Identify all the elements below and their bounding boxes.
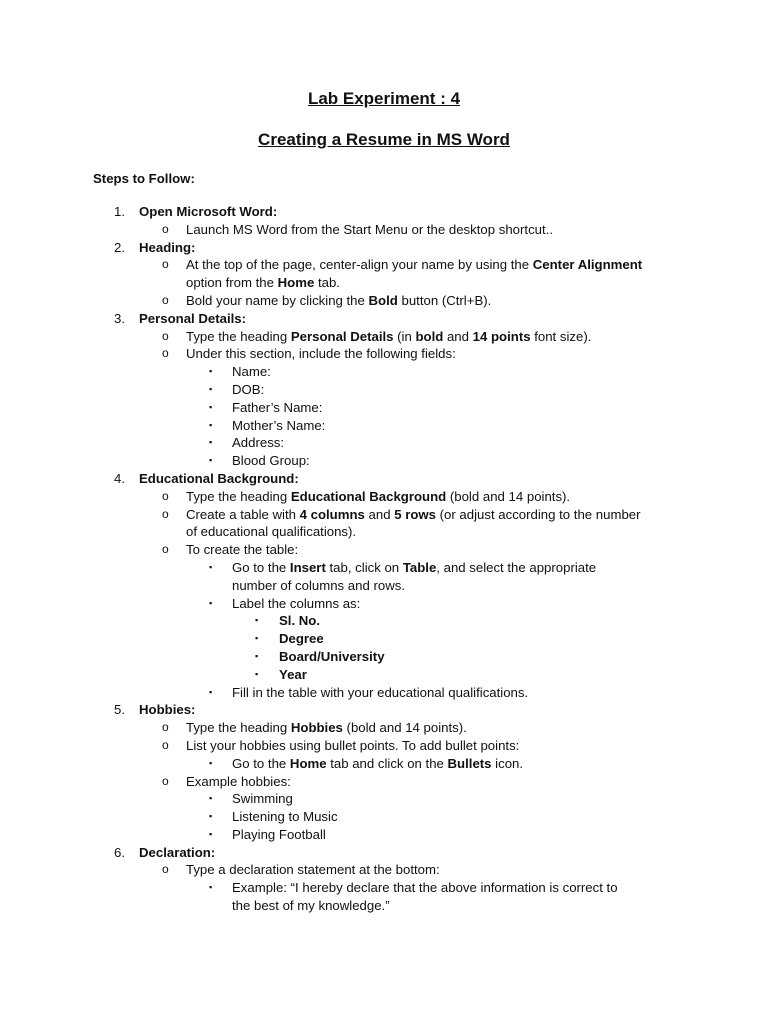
field-item [0,452,768,470]
square-bullet-icon: ▪ [255,668,259,679]
list-item [0,256,768,292]
circle-bullet-icon: o [162,488,169,503]
hobby-item [0,808,768,826]
page-title: Lab Experiment : 4 [307,89,461,108]
square-bullet-icon: ▪ [209,828,213,839]
column-label: Year [279,666,307,682]
list-item-text: Under this section, include the following fields: [186,346,456,362]
column-item [0,666,768,684]
list-item [0,737,768,755]
square-bullet-icon: ▪ [209,455,213,466]
list-item-text: Type the heading Personal Details (in bold and 14 points font size). [186,328,592,344]
list-item-text: Type a declaration statement at the bottom: [186,862,440,878]
sub-item [0,595,768,613]
field-item [0,434,768,452]
list-item-text: To create the table: [186,542,299,558]
hobby-text: Listening to Music [232,809,338,825]
field-text: Blood Group: [232,453,310,469]
circle-bullet-icon: o [162,720,169,735]
circle-bullet-icon: o [162,773,169,788]
hobby-item [0,790,768,808]
column-label: Sl. No. [279,613,321,629]
step-label: Declaration: [139,844,216,860]
sub-item [0,755,768,773]
hobby-item [0,826,768,844]
column-item [0,630,768,648]
circle-bullet-icon: o [162,542,169,557]
step-number: 6. [114,844,125,860]
step-label: Hobbies: [139,702,196,718]
list-item-text: Example hobbies: [186,773,291,789]
square-bullet-icon: ▪ [209,383,213,394]
list-item [0,541,768,559]
square-bullet-icon: ▪ [255,650,259,661]
circle-bullet-icon: o [162,862,169,877]
square-bullet-icon: ▪ [209,686,213,697]
circle-bullet-icon: o [162,346,169,361]
list-item [0,773,768,791]
step-label: Educational Background: [139,470,299,486]
field-text: Mother’s Name: [232,417,326,433]
field-text: Father’s Name: [232,399,323,415]
sub-item-text: Go to the Insert tab, click on Table, and select the appropriate number of columns and rows. [232,559,597,593]
column-label: Board/University [279,648,385,664]
step-label: Heading: [139,239,196,255]
step-number: 3. [114,310,125,326]
list-item-text: At the top of the page, center-align your name by using the Center Alignment option from the Home tab. [186,257,643,291]
step-number: 4. [114,470,125,486]
page-subtitle: Creating a Resume in MS Word [258,130,510,149]
circle-bullet-icon: o [162,737,169,752]
square-bullet-icon: ▪ [209,757,213,768]
circle-bullet-icon: o [162,506,169,521]
step-label: Personal Details: [139,310,247,326]
square-bullet-icon: ▪ [209,437,213,448]
square-bullet-icon: ▪ [209,401,213,412]
circle-bullet-icon: o [162,257,169,272]
square-bullet-icon: ▪ [209,597,213,608]
list-item [0,719,768,737]
square-bullet-icon: ▪ [209,793,213,804]
list-item-text: Bold your name by clicking the Bold button (Ctrl+B). [186,292,492,308]
circle-bullet-icon: o [162,292,169,307]
step-2 [0,239,768,257]
square-bullet-icon: ▪ [209,366,213,377]
list-item [0,345,768,363]
field-item [0,417,768,435]
square-bullet-icon: ▪ [209,561,213,572]
sub-item-text: Label the columns as: [232,595,361,611]
list-item-text: Create a table with 4 columns and 5 rows (or adjust according to the number of educational qualifications). [186,506,641,540]
list-item [0,328,768,346]
list-item [0,506,768,542]
column-label: Degree [279,631,324,647]
square-bullet-icon: ▪ [255,615,259,626]
step-number: 2. [114,239,125,255]
field-item [0,399,768,417]
sub-item [0,879,768,915]
field-item [0,363,768,381]
field-text: DOB: [232,381,265,397]
step-6 [0,844,768,862]
steps-list [0,203,768,915]
field-item [0,381,768,399]
hobby-text: Playing Football [232,826,326,842]
sub-item-text: Example: “I hereby declare that the above information is correct to the best of my knowledge.” [232,880,618,914]
steps-heading: Steps to Follow: [93,171,195,186]
step-3 [0,310,768,328]
list-item [0,292,768,310]
field-text: Address: [232,435,285,451]
square-bullet-icon: ▪ [209,882,213,893]
hobby-text: Swimming [232,791,293,807]
list-item-text: Type the heading Educational Background (bold and 14 points). [186,488,571,504]
column-item [0,648,768,666]
circle-bullet-icon: o [162,221,169,236]
field-text: Name: [232,364,271,380]
sub-item-text: Go to the Home tab and click on the Bullets icon. [232,755,524,771]
sub-item-text: Fill in the table with your educational qualifications. [232,684,529,700]
list-item-text: Launch MS Word from the Start Menu or the desktop shortcut.. [186,221,553,237]
step-number: 5. [114,702,125,718]
list-item [0,488,768,506]
step-label: Open Microsoft Word: [139,204,278,219]
step-5 [0,701,768,719]
column-item [0,612,768,630]
square-bullet-icon: ▪ [209,811,213,822]
step-1 [0,203,768,221]
list-item-text: Type the heading Hobbies (bold and 14 points). [186,720,467,736]
list-item-text: List your hobbies using bullet points. To add bullet points: [186,737,520,753]
square-bullet-icon: ▪ [255,633,259,644]
square-bullet-icon: ▪ [209,419,213,430]
list-item [0,861,768,879]
circle-bullet-icon: o [162,328,169,343]
step-4 [0,470,768,488]
sub-item [0,684,768,702]
step-number: 1. [114,204,125,219]
list-item [0,221,768,239]
sub-item [0,559,768,595]
